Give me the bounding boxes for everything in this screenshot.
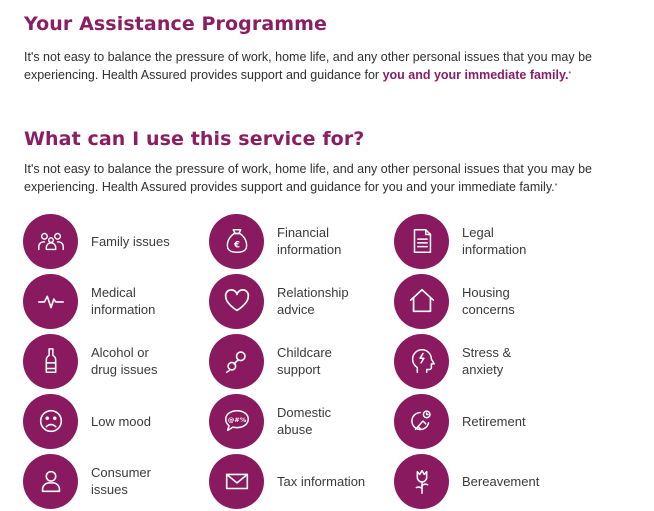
assistance-highlight: you and your immediate family. bbox=[382, 67, 569, 82]
svg-text:@#%: @#% bbox=[227, 415, 246, 424]
service-label: Retirement bbox=[462, 413, 526, 429]
service-item-retirement bbox=[394, 391, 594, 451]
services-grid bbox=[23, 211, 633, 511]
service-item-stress bbox=[394, 331, 594, 391]
service-label: Family issues bbox=[91, 233, 170, 249]
service-item-childcare bbox=[209, 331, 394, 391]
service-intro bbox=[24, 161, 639, 196]
money-bag-icon bbox=[209, 214, 264, 269]
service-label: Relationship advice bbox=[277, 285, 349, 317]
heart-icon bbox=[209, 274, 264, 329]
service-body: It's not easy to balance the pressure of work, home life, and any other personal issues that you may be experiencing. Health Assured provides support and guidance for you and your immediate family. bbox=[24, 162, 592, 194]
angry-speech-bubble-icon bbox=[209, 394, 264, 449]
service-label: Housing concerns bbox=[462, 285, 515, 317]
service-label: Consumer issues bbox=[91, 465, 151, 497]
service-item-low-mood bbox=[23, 391, 209, 451]
service-label: Bereavement bbox=[462, 473, 540, 489]
service-label: Domestic abuse bbox=[277, 405, 332, 437]
service-label: Legal information bbox=[462, 225, 527, 257]
heartbeat-icon bbox=[23, 274, 78, 329]
house-icon bbox=[394, 274, 449, 329]
bottle-icon bbox=[23, 334, 78, 389]
service-item-tax bbox=[209, 451, 394, 511]
assistance-body: It's not easy to balance the pressure of work, home life, and any other personal issues that you may be experiencing. Health Assured provides support and guidance for bbox=[24, 50, 592, 82]
service-item-housing bbox=[394, 271, 594, 331]
footnote-mark: * bbox=[554, 182, 558, 190]
service-item-legal bbox=[394, 211, 594, 271]
service-item-bereavement bbox=[394, 451, 594, 511]
stressed-head-icon bbox=[394, 334, 449, 389]
service-label: Stress & anxiety bbox=[462, 345, 512, 377]
service-item-domestic-abuse bbox=[209, 391, 394, 451]
service-item-medical bbox=[23, 271, 209, 331]
envelope-icon bbox=[209, 454, 264, 509]
flower-icon bbox=[394, 454, 449, 509]
service-label: Medical information bbox=[91, 285, 156, 317]
service-item-alcohol bbox=[23, 331, 209, 391]
retirement-icon bbox=[394, 394, 449, 449]
assistance-intro bbox=[24, 49, 639, 84]
document-icon bbox=[394, 214, 449, 269]
sad-face-icon bbox=[23, 394, 78, 449]
service-label: Childcare support bbox=[277, 345, 332, 377]
service-label: Alcohol or drug issues bbox=[91, 345, 158, 377]
service-item-relationship bbox=[209, 271, 394, 331]
service-item-consumer bbox=[23, 451, 209, 511]
pacifier-icon bbox=[209, 334, 264, 389]
assistance-title: Your Assistance Programme bbox=[24, 13, 328, 35]
footnote-mark: * bbox=[568, 70, 572, 78]
family-icon bbox=[23, 214, 78, 269]
service-label: Tax information bbox=[277, 473, 366, 489]
service-title: What can I use this service for? bbox=[24, 128, 365, 150]
service-item-family-issues bbox=[23, 211, 209, 271]
person-icon bbox=[23, 454, 78, 509]
service-label: Financial information bbox=[277, 225, 342, 257]
service-item-financial bbox=[209, 211, 394, 271]
svg-text:€: € bbox=[233, 239, 240, 250]
service-label: Low mood bbox=[91, 413, 151, 429]
